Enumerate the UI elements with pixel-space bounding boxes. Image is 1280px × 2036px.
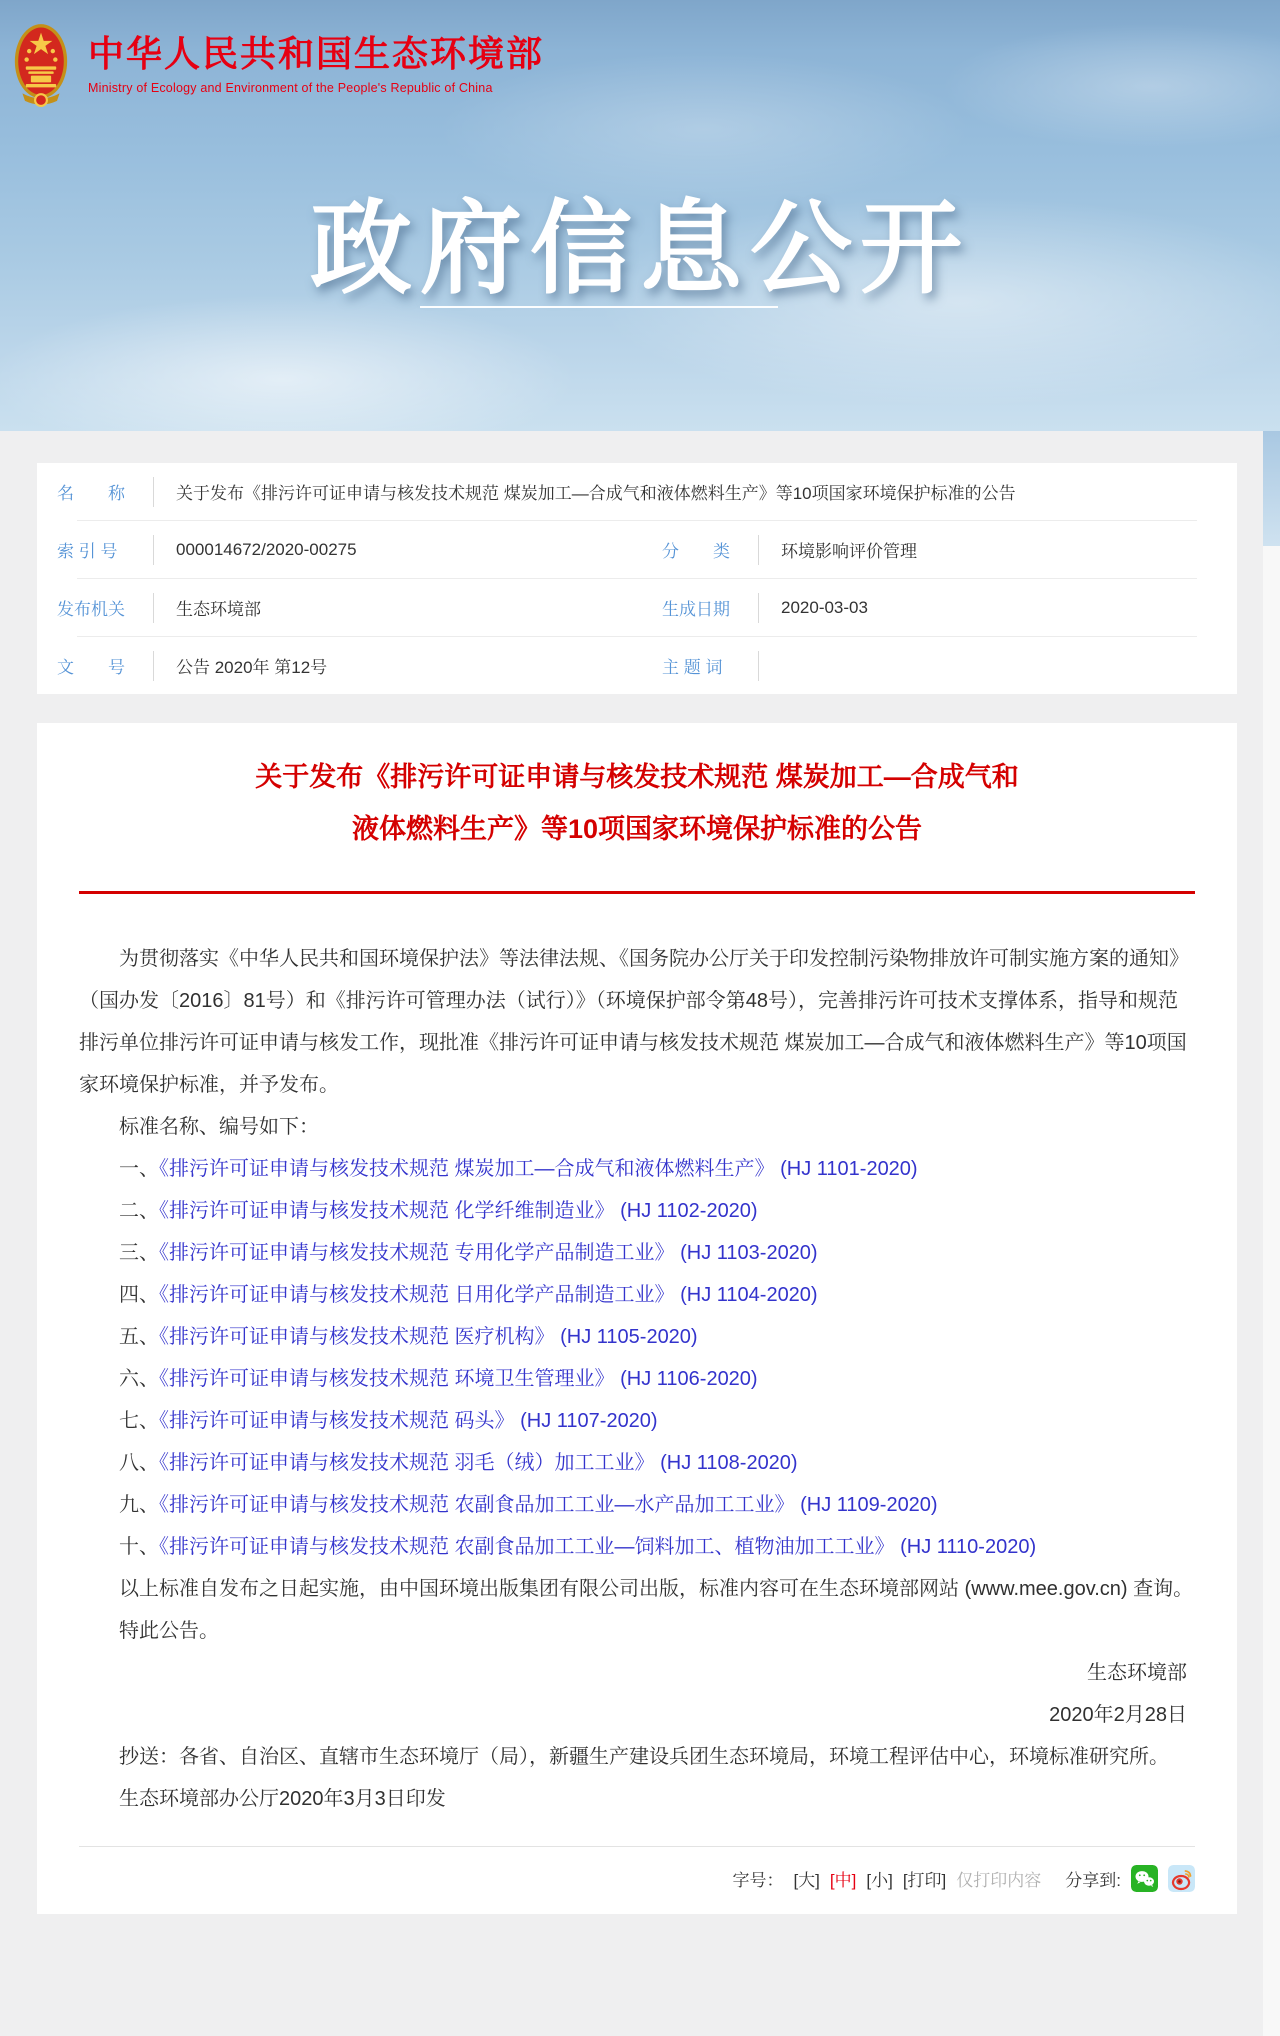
weibo-share-icon[interactable]: [1168, 1865, 1195, 1892]
label-divider: [758, 593, 759, 623]
paragraph: 标准名称、编号如下：: [119, 1116, 319, 1138]
label-divider: [153, 593, 154, 623]
standard-item: [79, 1274, 1195, 1316]
meta-row-docno: [37, 637, 1237, 694]
print-content-only-button[interactable]: 仅打印内容: [956, 1871, 1042, 1890]
document-title-line1: 关于发布《排污许可证申请与核发技术规范 煤炭加工—合成气和: [255, 762, 1019, 792]
page-banner: [0, 0, 1280, 431]
label-divider: [153, 651, 154, 681]
standard-link[interactable]: 《排污许可证申请与核发技术规范 医疗机构》 (HJ 1105-2020): [159, 1326, 698, 1348]
standard-link[interactable]: 《排污许可证申请与核发技术规范 化学纤维制造业》 (HJ 1102-2020): [159, 1200, 758, 1222]
meta-value-agency: 生态环境部: [176, 600, 261, 619]
meta-label-index: 索 引 号: [57, 542, 118, 561]
standard-item: [79, 1232, 1195, 1274]
meta-label-date: 生成日期: [662, 600, 730, 619]
label-divider: [153, 477, 154, 507]
signer: 生态环境部: [1087, 1662, 1187, 1684]
metadata-card: [37, 463, 1237, 694]
ministry-name-en: Ministry of Ecology and Environment of the People's Republic of China: [88, 81, 493, 96]
standard-number: 二、: [119, 1200, 159, 1222]
standard-item: [79, 1484, 1195, 1526]
national-emblem-icon: [14, 22, 68, 114]
right-edge-strip: [1263, 431, 1280, 546]
cc-paragraph: 抄送：各省、自治区、直辖市生态环境厅（局），新疆生产建设兵团生态环境局，环境工程评估中心，环境标准研究所。: [119, 1746, 1169, 1768]
standard-number: 七、: [119, 1410, 159, 1432]
standard-item: [79, 1442, 1195, 1484]
standard-number: 一、: [119, 1158, 159, 1180]
font-size-label: 字号：: [732, 1871, 784, 1890]
standard-link[interactable]: 《排污许可证申请与核发技术规范 农副食品加工工业—水产品加工工业》 (HJ 1109-2020): [159, 1494, 938, 1516]
meta-label-category: 分 类: [662, 542, 730, 561]
signature-block: [79, 1652, 1195, 1736]
paragraph: 以上标准自发布之日起实施，由中国环境出版集团有限公司出版，标准内容可在生态环境部网站 (www.mee.gov.cn) 查询。: [119, 1578, 1194, 1600]
standard-number: 四、: [119, 1284, 159, 1306]
meta-value-category: 环境影响评价管理: [781, 542, 917, 561]
document-body: [79, 938, 1195, 1820]
document-card: [37, 723, 1237, 1914]
standard-link[interactable]: 《排污许可证申请与核发技术规范 羽毛（绒）加工工业》 (HJ 1108-2020): [159, 1452, 798, 1474]
meta-label-agency: 发布机关: [57, 600, 125, 619]
standard-number: 八、: [119, 1452, 159, 1474]
standard-number: 六、: [119, 1368, 159, 1390]
page-title: 政府信息公开: [310, 192, 970, 306]
standard-number: 十、: [119, 1536, 159, 1558]
document-title-line2: 液体燃料生产》等10项国家环境保护标准的公告: [351, 814, 923, 844]
gov-header: [14, 22, 544, 114]
meta-row-name: [37, 463, 1237, 520]
issue-note: 生态环境部办公厅2020年3月3日印发: [119, 1788, 446, 1810]
standard-item: [79, 1358, 1195, 1400]
paragraph: 为贯彻落实《中华人民共和国环境保护法》等法律法规、《国务院办公厅关于印发控制污染物排放许可制实施方案的通知》（国办发〔2016〕81号）和《排污许可管理办法（试行）》（环境保护部令第48号），完善排污许可技术支撑体系，指导和规范排污单位排污许可证申请与核发工作，现批准《排污许可证申请与核发技术规范 煤炭加工—合成气和液体燃料生产》等10项国家环境保护标准，并予发布。: [79, 948, 1189, 1096]
meta-label-docno: 文 号: [57, 658, 125, 677]
meta-value-date: 2020-03-03: [781, 597, 868, 617]
standard-link[interactable]: 《排污许可证申请与核发技术规范 农副食品加工工业—饲料加工、植物油加工工业》 (HJ 1110-2020): [159, 1536, 1037, 1558]
standard-number: 九、: [119, 1494, 159, 1516]
wechat-share-icon[interactable]: [1131, 1865, 1158, 1892]
standard-link[interactable]: 《排污许可证申请与核发技术规范 码头》 (HJ 1107-2020): [159, 1410, 658, 1432]
document-title: [37, 723, 1237, 855]
standard-item: [79, 1316, 1195, 1358]
sign-date: 2020年2月28日: [1049, 1704, 1187, 1726]
print-button[interactable]: [打印]: [902, 1871, 947, 1890]
standard-item: [79, 1400, 1195, 1442]
title-underline: [420, 306, 778, 308]
standard-link[interactable]: 《排污许可证申请与核发技术规范 专用化学产品制造工业》 (HJ 1103-2020): [159, 1242, 818, 1264]
standard-link[interactable]: 《排污许可证申请与核发技术规范 日用化学产品制造工业》 (HJ 1104-2020): [159, 1284, 818, 1306]
ministry-name-cn: 中华人民共和国生态环境部: [88, 33, 545, 74]
meta-value-name: 关于发布《排污许可证申请与核发技术规范 煤炭加工—合成气和液体燃料生产》等10项国家环境保护标准的公告: [176, 484, 1016, 503]
meta-row-index: [37, 521, 1237, 578]
right-edge-strip-lower: [1263, 546, 1280, 2036]
page-tools: [79, 1865, 1195, 1892]
standard-item: [79, 1190, 1195, 1232]
font-size-large-button[interactable]: [大]: [793, 1871, 820, 1890]
standard-number: 三、: [119, 1242, 159, 1264]
title-rule: [79, 891, 1195, 894]
standard-link[interactable]: 《排污许可证申请与核发技术规范 煤炭加工—合成气和液体燃料生产》 (HJ 1101-2020): [159, 1158, 918, 1180]
standard-item: [79, 1148, 1195, 1190]
label-divider: [758, 651, 759, 681]
meta-row-agency: [37, 579, 1237, 636]
font-size-medium-button[interactable]: [中]: [829, 1871, 857, 1890]
standard-number: 五、: [119, 1326, 159, 1348]
share-label: 分享到:: [1065, 1871, 1121, 1890]
meta-value-docno: 公告 2020年 第12号: [176, 658, 328, 677]
footer-divider: [79, 1846, 1195, 1847]
standard-item: [79, 1526, 1195, 1568]
meta-label-subject: 主 题 词: [662, 658, 723, 677]
font-size-small-button[interactable]: [小]: [866, 1871, 893, 1890]
meta-label-name: 名 称: [57, 484, 125, 503]
standard-link[interactable]: 《排污许可证申请与核发技术规范 环境卫生管理业》 (HJ 1106-2020): [159, 1368, 758, 1390]
label-divider: [153, 535, 154, 565]
label-divider: [758, 535, 759, 565]
paragraph: 特此公告。: [119, 1620, 219, 1642]
meta-value-index: 000014672/2020-00275: [176, 539, 357, 559]
